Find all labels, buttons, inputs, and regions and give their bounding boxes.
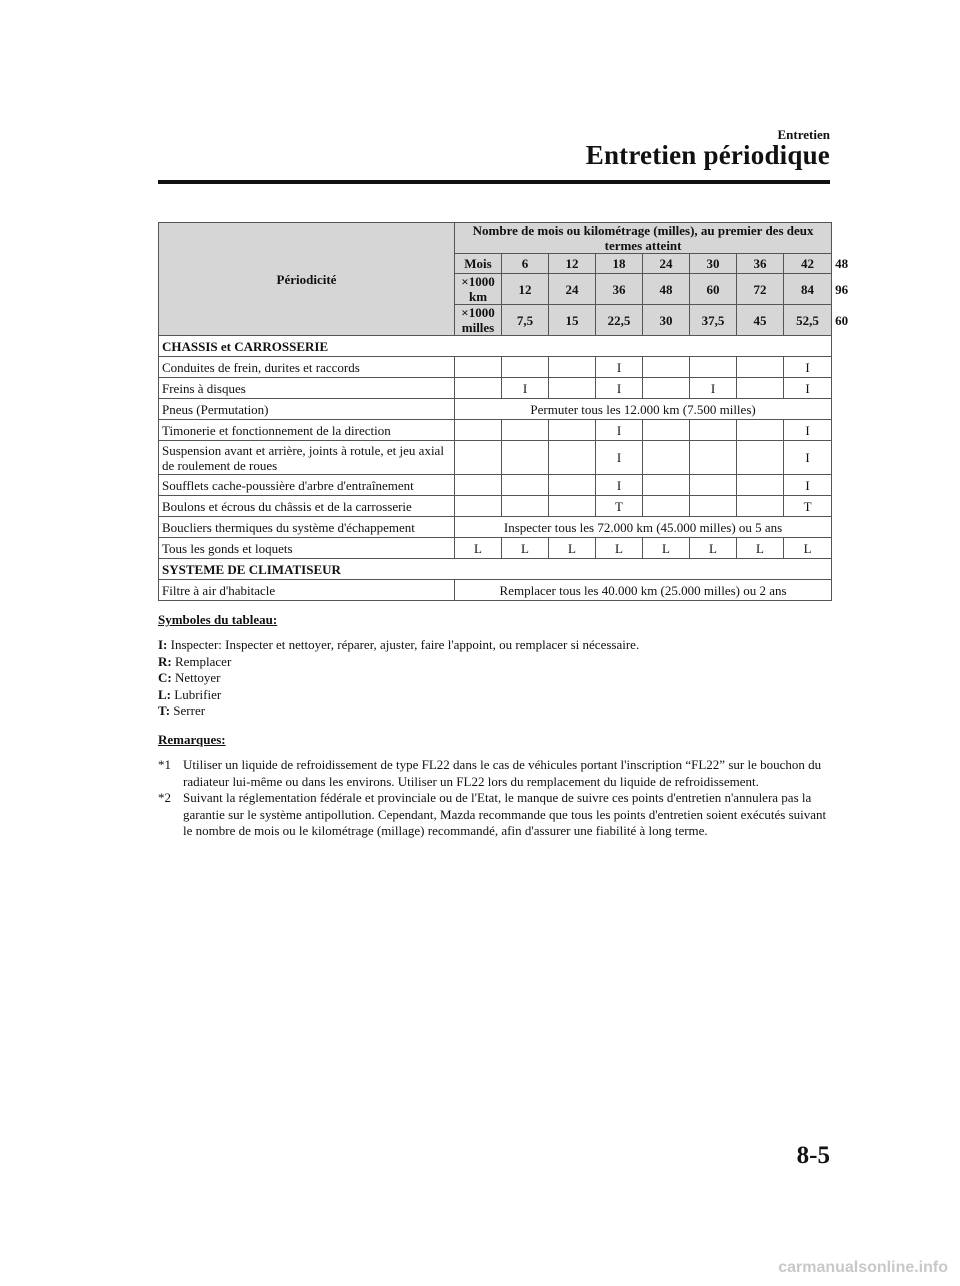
schedule-cell: L: [502, 538, 549, 559]
interval-note: Remplacer tous les 40.000 km (25.000 milles) ou 2 ans: [455, 580, 832, 601]
schedule-cell: [643, 475, 690, 496]
table-row: [159, 475, 832, 496]
schedule-cell: [455, 420, 502, 441]
legend-title: Symboles du tableau:: [158, 612, 278, 627]
legend-key: I:: [158, 637, 168, 652]
remark-note: [158, 790, 830, 840]
legend-text: Lubrifier: [174, 686, 222, 702]
item-label: Conduites de frein, durites et raccords: [159, 357, 455, 378]
note-mark: *2: [158, 790, 171, 805]
schedule-cell: [549, 441, 596, 475]
schedule-cell: I: [784, 420, 832, 441]
schedule-cell: L: [737, 538, 784, 559]
interval-value: 12: [502, 274, 549, 305]
legend-item: [158, 654, 838, 671]
schedule-cell: [690, 420, 737, 441]
schedule-cell: [455, 378, 502, 399]
item-label: Boulons et écrous du châssis et de la carrosserie: [159, 496, 455, 517]
table-row: [159, 517, 832, 538]
legend-text: Serrer: [173, 703, 206, 718]
schedule-cell: I: [784, 475, 832, 496]
schedule-cell: [549, 420, 596, 441]
section-chassis: [159, 336, 832, 357]
item-label: Suspension avant et arrière, joints à rotule, et jeu axial de roulement de roues: [159, 441, 455, 475]
schedule-cell: [690, 475, 737, 496]
interval-value: 36: [596, 274, 643, 305]
interval-value: 24: [643, 254, 690, 274]
schedule-cell: I: [596, 420, 643, 441]
interval-value: 60: [690, 274, 737, 305]
interval-value: 84: [784, 274, 832, 305]
item-label: Soufflets cache-poussière d'arbre d'entraînement: [159, 475, 455, 496]
schedule-cell: I: [596, 378, 643, 399]
schedule-cell: [737, 441, 784, 475]
interval-row: ×1000 milles 7,5 15 22,5 30 37,5 45 52,5 60: [159, 305, 832, 336]
schedule-cell: [549, 496, 596, 517]
item-label: Timonerie et fonctionnement de la direction: [159, 420, 455, 441]
schedule-cell: [737, 475, 784, 496]
interval-value: 36: [737, 254, 784, 274]
schedule-cell: [455, 357, 502, 378]
schedule-cell: L: [455, 538, 502, 559]
interval-unit: Mois: [455, 254, 502, 274]
schedule-cell: I: [690, 378, 737, 399]
interval-value: 45: [737, 305, 784, 336]
schedule-cell: [643, 441, 690, 475]
table-row: [159, 496, 832, 517]
legend-item: [158, 687, 838, 704]
interval-value: 52,5: [784, 305, 832, 336]
schedule-cell: I: [502, 378, 549, 399]
interval-value: 7,5: [502, 305, 549, 336]
interval-row: ×1000 km 12 24 36 48 60 72 84 96: [159, 274, 832, 305]
item-label: Boucliers thermiques du système d'échappement: [159, 517, 455, 538]
interval-note: Inspecter tous les 72.000 km (45.000 milles) ou 5 ans: [455, 517, 832, 538]
schedule-cell: T: [784, 496, 832, 517]
item-label: Pneus (Permutation): [159, 399, 455, 420]
schedule-cell: L: [690, 538, 737, 559]
schedule-cell: [643, 357, 690, 378]
header-row: [159, 223, 832, 254]
maintenance-table: [158, 222, 849, 601]
interval-value: 72: [737, 274, 784, 305]
legend-item: [158, 637, 838, 654]
legend-item: [158, 703, 838, 720]
interval-row: Mois 6 12 18 24 30 36 42 48: [159, 254, 832, 274]
schedule-cell: [690, 357, 737, 378]
schedule-cell: [690, 496, 737, 517]
table-row: [159, 420, 832, 441]
interval-value: 22,5: [596, 305, 643, 336]
schedule-cell: [690, 441, 737, 475]
interval-value: 37,5: [690, 305, 737, 336]
schedule-cell: [502, 357, 549, 378]
schedule-cell: [549, 378, 596, 399]
interval-value: 6: [502, 254, 549, 274]
legend: [158, 612, 838, 720]
interval-unit: ×1000 milles: [455, 305, 502, 336]
item-label: Filtre à air d'habitacle: [159, 580, 455, 601]
schedule-cell: I: [596, 357, 643, 378]
interval-value: 42: [784, 254, 832, 274]
interval-caption: Nombre de mois ou kilométrage (milles), au premier des deux termes atteint: [455, 223, 832, 254]
watermark: carmanualsonline.info: [778, 1259, 948, 1276]
note-text: Utiliser un liquide de refroidissement de type FL22 dans le cas de véhicules portant l'inscription “FL22” sur le bouchon du radiateur lui-même ou dans les environs. Utiliser un FL22 lors du remplacement du liquide de refroidissement.: [183, 757, 822, 789]
legend-key: C:: [158, 670, 172, 685]
table-row: [159, 580, 832, 601]
schedule-cell: [502, 441, 549, 475]
remarks: [158, 732, 830, 840]
schedule-cell: [643, 420, 690, 441]
schedule-cell: [502, 496, 549, 517]
page-number: 8-5: [796, 1142, 830, 1169]
interval-value: 15: [549, 305, 596, 336]
schedule-cell: [455, 496, 502, 517]
schedule-cell: [549, 357, 596, 378]
table-row: [159, 357, 832, 378]
legend-text: Inspecter: Inspecter et nettoyer, réparer, ajuster, faire l'appoint, ou remplacer si nécessaire.: [170, 637, 640, 652]
legend-text: Nettoyer: [174, 670, 221, 685]
schedule-cell: [455, 441, 502, 475]
schedule-cell: [737, 496, 784, 517]
schedule-cell: I: [784, 378, 832, 399]
interval-unit: ×1000 km: [455, 274, 502, 305]
table-row: [159, 441, 832, 475]
schedule-cell: [737, 378, 784, 399]
remarks-title: Remarques:: [158, 732, 226, 747]
interval-value: 30: [643, 305, 690, 336]
table-row: [159, 538, 832, 559]
section-clim: [159, 559, 832, 580]
interval-value: 30: [690, 254, 737, 274]
schedule-cell: [502, 420, 549, 441]
legend-item: [158, 670, 838, 687]
legend-text: Remplacer: [174, 653, 232, 669]
schedule-cell: [502, 475, 549, 496]
section-clim-label: SYSTEME DE CLIMATISEUR: [159, 559, 832, 580]
legend-key: T:: [158, 703, 171, 718]
item-label: Tous les gonds et loquets: [159, 538, 455, 559]
schedule-cell: L: [643, 538, 690, 559]
section-chassis-label: CHASSIS et CARROSSERIE: [159, 336, 832, 357]
note-mark: *1: [158, 757, 171, 772]
interval-note: Permuter tous les 12.000 km (7.500 milles): [455, 399, 832, 420]
schedule-cell: [643, 378, 690, 399]
interval-value: 18: [596, 254, 643, 274]
schedule-cell: L: [549, 538, 596, 559]
schedule-cell: [737, 357, 784, 378]
note-text: Suivant la réglementation fédérale et provinciale ou de l'Etat, le manque de suivre ces points d'entretien n'annulera pas la garantie sur le système antipollution. Cependant, Mazda recommande que tous les points d'entretien soient exécutés suivant le nombre de mois ou le kilométrage (millage) recommandé, afin d'assurer une fiabilité à long terme.: [183, 790, 827, 838]
schedule-cell: T: [596, 496, 643, 517]
schedule-cell: L: [784, 538, 832, 559]
table-row: [159, 378, 832, 399]
schedule-cell: [455, 475, 502, 496]
schedule-cell: I: [596, 441, 643, 475]
interval-value: 12: [549, 254, 596, 274]
schedule-cell: I: [784, 357, 832, 378]
title-rule: [158, 180, 830, 184]
remark-note: [158, 757, 830, 790]
schedule-cell: [549, 475, 596, 496]
section-label: Entretien: [777, 127, 830, 142]
item-label: Freins à disques: [159, 378, 455, 399]
schedule-cell: I: [596, 475, 643, 496]
periodicity-header: Périodicité: [159, 223, 455, 336]
page-title: Entretien périodique: [585, 140, 830, 170]
schedule-cell: I: [784, 441, 832, 475]
interval-value: 48: [643, 274, 690, 305]
schedule-cell: [737, 420, 784, 441]
schedule-cell: [643, 496, 690, 517]
legend-key: L:: [158, 686, 171, 702]
schedule-cell: L: [596, 538, 643, 559]
interval-value: 24: [549, 274, 596, 305]
table-row: [159, 399, 832, 420]
legend-key: R:: [158, 653, 172, 669]
